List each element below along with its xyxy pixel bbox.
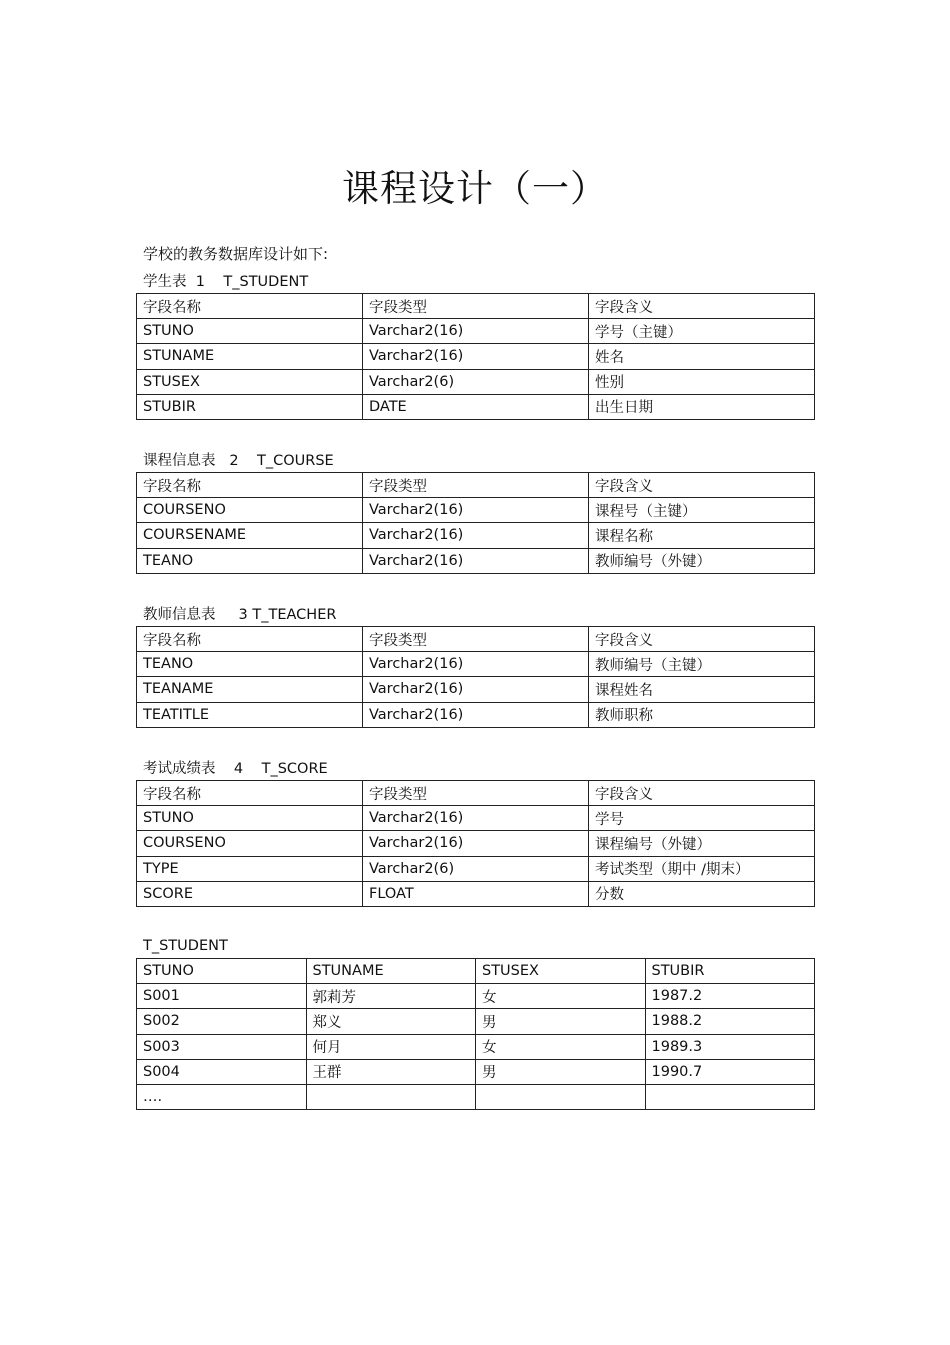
table-cell: 出生日期	[589, 394, 815, 419]
table-row	[137, 394, 815, 419]
table-score-schema	[136, 780, 815, 907]
table-cell: 教师编号（外键）	[589, 548, 815, 573]
table-cell: 1990.7	[645, 1059, 815, 1084]
header-cell: 字段类型	[363, 627, 589, 652]
table-cell: Varchar2(16)	[363, 344, 589, 369]
table-header-row	[137, 473, 815, 498]
table-cell: 男	[476, 1009, 646, 1034]
table-cell: S003	[137, 1034, 307, 1059]
header-cell: 字段含义	[589, 473, 815, 498]
table-cell: 1987.2	[645, 984, 815, 1009]
table-cell: TEANAME	[137, 677, 363, 702]
table-cell	[645, 1084, 815, 1109]
intro-text: 学校的教务数据库设计如下:	[143, 245, 329, 263]
header-cell: STUBIR	[645, 959, 815, 984]
table-cell: 课程名称	[589, 523, 815, 548]
table-cell: STUNAME	[137, 344, 363, 369]
table-cell: 课程编号（外键）	[589, 831, 815, 856]
table-cell: 姓名	[589, 344, 815, 369]
table-cell: Varchar2(6)	[363, 369, 589, 394]
table-cell: TEANO	[137, 652, 363, 677]
table-student-sample	[136, 958, 815, 1110]
table-cell: 1989.3	[645, 1034, 815, 1059]
table-row	[137, 344, 815, 369]
table-row	[137, 831, 815, 856]
table-row	[137, 984, 815, 1009]
header-cell: 字段名称	[137, 781, 363, 806]
table-cell: 郭莉芳	[306, 984, 476, 1009]
table-row	[137, 1084, 815, 1109]
header-cell: 字段含义	[589, 781, 815, 806]
header-cell: 字段类型	[363, 781, 589, 806]
page-title: 课程设计（一）	[342, 167, 608, 210]
table-row	[137, 677, 815, 702]
table-cell: 课程号（主键）	[589, 498, 815, 523]
table-cell: Varchar2(16)	[363, 498, 589, 523]
table-cell: 考试类型（期中 /期末）	[589, 856, 815, 881]
table-header-row	[137, 781, 815, 806]
caption-teacher-schema: 教师信息表 3 T_TEACHER	[143, 607, 337, 623]
table-header-row	[137, 627, 815, 652]
table-cell: S002	[137, 1009, 307, 1034]
table-row	[137, 702, 815, 727]
table-cell: Varchar2(6)	[363, 856, 589, 881]
table-cell: TEATITLE	[137, 702, 363, 727]
caption-student-sample: T_STUDENT	[143, 938, 228, 954]
table-cell: Varchar2(16)	[363, 806, 589, 831]
table-cell: 1988.2	[645, 1009, 815, 1034]
table-cell	[306, 1084, 476, 1109]
header-cell: STUNO	[137, 959, 307, 984]
table-cell: 分数	[589, 881, 815, 906]
table-row	[137, 881, 815, 906]
table-cell: 女	[476, 1034, 646, 1059]
table-cell: TYPE	[137, 856, 363, 881]
table-row	[137, 523, 815, 548]
header-cell: STUSEX	[476, 959, 646, 984]
table-row	[137, 652, 815, 677]
table-cell: Varchar2(16)	[363, 831, 589, 856]
table-cell: 王群	[306, 1059, 476, 1084]
caption-course-schema: 课程信息表 2 T_COURSE	[143, 453, 334, 469]
table-row	[137, 548, 815, 573]
table-cell: TEANO	[137, 548, 363, 573]
table-cell: ….	[137, 1084, 307, 1109]
table-cell: 性别	[589, 369, 815, 394]
table-cell: Varchar2(16)	[363, 677, 589, 702]
table-cell: 学号	[589, 806, 815, 831]
header-cell: 字段含义	[589, 294, 815, 319]
table-cell: COURSENAME	[137, 523, 363, 548]
table-cell: 何月	[306, 1034, 476, 1059]
table-cell: 学号（主键）	[589, 319, 815, 344]
table-cell: Varchar2(16)	[363, 523, 589, 548]
table-row	[137, 319, 815, 344]
table-header-row	[137, 959, 815, 984]
table-student-schema	[136, 293, 815, 420]
table-teacher-schema	[136, 626, 815, 728]
table-cell: FLOAT	[363, 881, 589, 906]
header-cell: 字段名称	[137, 294, 363, 319]
header-cell: 字段名称	[137, 627, 363, 652]
table-cell: STUBIR	[137, 394, 363, 419]
table-row	[137, 856, 815, 881]
table-row	[137, 498, 815, 523]
table-cell: COURSENO	[137, 498, 363, 523]
header-cell: 字段类型	[363, 473, 589, 498]
table-course-schema	[136, 472, 815, 574]
table-cell: Varchar2(16)	[363, 702, 589, 727]
table-cell: 教师编号（主键）	[589, 652, 815, 677]
table-cell: Varchar2(16)	[363, 319, 589, 344]
caption-score-schema: 考试成绩表 4 T_SCORE	[143, 761, 328, 777]
table-cell: SCORE	[137, 881, 363, 906]
table-cell: 男	[476, 1059, 646, 1084]
table-row	[137, 806, 815, 831]
header-cell: STUNAME	[306, 959, 476, 984]
header-cell: 字段名称	[137, 473, 363, 498]
table-cell: 郑义	[306, 1009, 476, 1034]
header-cell: 字段类型	[363, 294, 589, 319]
table-cell: DATE	[363, 394, 589, 419]
table-cell: STUSEX	[137, 369, 363, 394]
table-cell: 课程姓名	[589, 677, 815, 702]
caption-student-schema: 学生表 1 T_STUDENT	[143, 274, 309, 290]
table-cell: 教师职称	[589, 702, 815, 727]
table-row	[137, 1009, 815, 1034]
table-row	[137, 1034, 815, 1059]
table-cell: S004	[137, 1059, 307, 1084]
table-cell: STUNO	[137, 806, 363, 831]
table-cell: Varchar2(16)	[363, 652, 589, 677]
table-row	[137, 369, 815, 394]
table-cell: Varchar2(16)	[363, 548, 589, 573]
table-header-row	[137, 294, 815, 319]
header-cell: 字段含义	[589, 627, 815, 652]
table-cell: S001	[137, 984, 307, 1009]
table-cell	[476, 1084, 646, 1109]
table-cell: COURSENO	[137, 831, 363, 856]
table-cell: 女	[476, 984, 646, 1009]
table-row	[137, 1059, 815, 1084]
table-cell: STUNO	[137, 319, 363, 344]
